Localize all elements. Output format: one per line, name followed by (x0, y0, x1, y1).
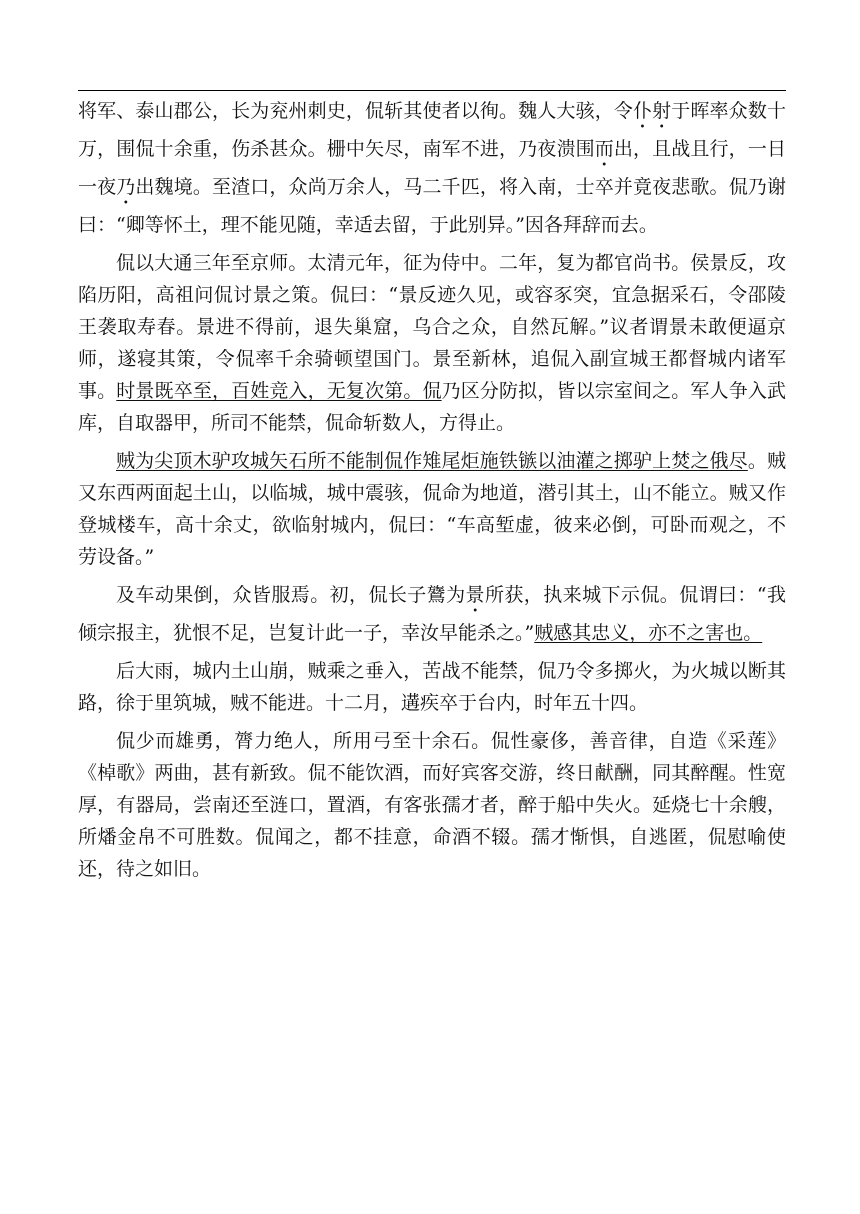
text-run: 所获，执来城下示侃。侃谓曰：“我倾宗报主，犹恨不足，岂复计此一子，幸汝早能杀之。” (78, 584, 786, 644)
emphasis-char: 射 (652, 100, 672, 122)
paragraph-2 (78, 247, 786, 439)
text-run: 出魏境。至渣口，众尚万余人，马二千匹，将入南，士卒并竟夜悲歌。侃乃谢曰：“卿等怀土，理不能见随，幸适去留，于此别异。”因各拜辞而去。 (78, 176, 786, 236)
underlined-text: 贼感其忠义，亦不之害也。 (534, 622, 763, 644)
text-run: 侃少而雄勇，膂力绝人，所用弓至十余石。侃性豪侈，善音律，自造《采莲》《棹歌》两曲，甚有新致。侃不能饮酒，而好宾客交游，终日献酬，同其醉醒。性宽厚，有器局，尝南还至涟口，置酒，有客张孺才者，醉于船中失火。延烧七十余艘，所燔金帛不可胜数。侃闻之，都不挂意，命酒不辍。孺才惭惧，自逃匿，侃慰喻使还，待之如旧。 (78, 730, 786, 880)
text-run: 于晖率众数十万，围侃十余重，伤杀甚众。栅中矢尽，南军不进，乃夜溃围 (78, 100, 786, 160)
paragraph-3 (78, 445, 786, 573)
underlined-text: 时景既卒至，百姓竞入，无复次第。侃 (116, 380, 442, 402)
paragraph-5 (78, 655, 786, 719)
emphasis-char: 乃 (116, 176, 136, 198)
text-run: 及车动果倒，众皆服焉。初，侃长子鷟为 (116, 584, 466, 606)
emphasis-char: 而 (594, 138, 614, 160)
text-run: 乃区分防拟，皆以宗室间之。军人争入武库，自取器甲，所司不能禁，侃命斩数人，方得止。 (78, 380, 786, 434)
passage-text (78, 95, 786, 891)
text-run: 出，且战且行，一日一夜 (78, 138, 786, 198)
underlined-text: 贼为尖顶木驴攻城矢石所不能制侃作雉尾炬施铁镞以油灌之掷驴上焚之俄尽 (116, 450, 748, 472)
emphasis-char: 仆 (632, 100, 653, 122)
emphasis-char: 景 (465, 584, 485, 606)
text-run: 。贼又东西两面起土山，以临城，城中震骇，侃命为地道，潜引其土，山不能立。贼又作登城楼车，高十余丈，欲临射城内，侃曰：“车高堑虚，彼来必倒，可卧而观之，不劳设备。” (78, 450, 786, 568)
text-run: 后大雨，城内土山崩，贼乘之垂入，苦战不能禁，侃乃令多掷火，为火城以断其路，徐于里筑城，贼不能进。十二月，遘疾卒于台内，时年五十四。 (78, 660, 786, 714)
paragraph-1 (78, 95, 786, 241)
header-rule (78, 90, 786, 91)
paragraph-6 (78, 725, 786, 885)
text-run: 侃以大通三年至京师。太清元年，征为侍中。二年，复为都官尚书。侯景反，攻陷历阳，高祖问侃讨景之策。侃曰：“景反迹久见，或容豕突，宜急据采石，令邵陵王袭取寿春。景进不得前，退失巢窟，乌合之众，自然瓦解。”议者谓景未敢便逼京师，遂寝其策，令侃率千余骑顿望国门。景至新林，追侃入副宣城王都督城内诸军事。 (78, 252, 786, 402)
text-run: 将军、泰山郡公，长为兖州刺史，侃斩其使者以徇。魏人大骇，令 (78, 100, 633, 122)
paragraph-4 (78, 579, 786, 649)
